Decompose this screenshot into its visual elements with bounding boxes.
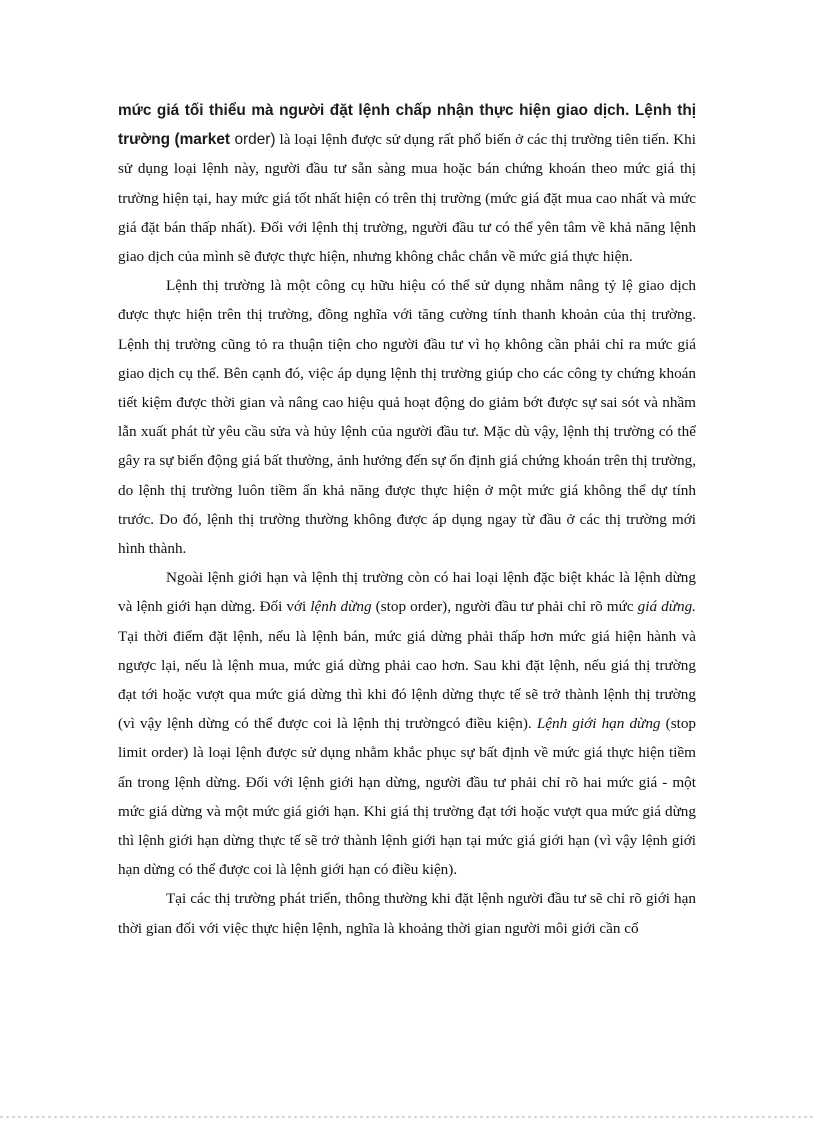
paragraph-lead-sans: order) [230, 131, 276, 149]
paragraph-stop-orders [118, 563, 696, 884]
paragraph-market-order [118, 96, 696, 271]
document-page [118, 96, 696, 943]
italic-term-stop-price: giá dừng. [637, 598, 696, 616]
text-run: (stop order), người đầu tư phải chỉ rõ mức [371, 598, 638, 616]
paragraph-body: là loại lệnh được sử dụng rất phổ biến ở các thị trường tiên tiến. Khi sử dụng loại lệnh này, người đầu tư sẵn sàng mua hoặc bán chứng khoán theo mức giá thị trường hiện tại, hay mức giá tốt nhất hiện có trên thị trường (mức giá đặt mua cao nhất và mức giá đặt bán thấp nhất). Đối với lệnh thị trường, người đầu tư có thể yên tâm về khả năng lệnh giao dịch của mình sẽ được thực hiện, nhưng không chắc chắn về mức giá thực hiện. [118, 131, 696, 266]
text-run: (stop limit order) là loại lệnh được sử dụng nhằm khắc phục sự bất định về mức giá thực hiện tiềm ẩn trong lệnh dừng. Đối với lệnh giới hạn dừng, người đầu tư phải chỉ rõ hai mức giá - một mức giá dừng và một mức giá giới hạn. Khi giá thị trường đạt tới hoặc vượt qua mức giá dừng thì lệnh giới hạn dừng thực tế sẽ trở thành lệnh giới hạn tại mức giá giới hạn (vì vậy lệnh giới hạn dừng có thể được coi là lệnh giới hạn có điều kiện). [118, 715, 697, 879]
paragraph-lead-bold: mức giá tối thiểu mà người đặt lệnh chấp nhận thực hiện giao dịch. Lệnh thị trường (market [118, 102, 696, 149]
paragraph-market-order-pros-cons: Lệnh thị trường là một công cụ hữu hiệu có thể sử dụng nhằm nâng tỷ lệ giao dịch được thực hiện trên thị trường, đồng nghĩa với tăng cường tính thanh khoản của thị trường. Lệnh thị trường cũng tỏ ra thuận tiện cho người đầu tư vì họ không cần phải chỉ ra mức giá giao dịch cụ thể. Bên cạnh đó, việc áp dụng lệnh thị trường giúp cho các công ty chứng khoán tiết kiệm được thời gian và nâng cao hiệu quả hoạt động do giảm bớt được sự sai sót và nhầm lẫn xuất phát từ yêu cầu sửa và hủy lệnh của người đầu tư. Mặc dù vậy, lệnh thị trường có thể gây ra sự biến động giá bất thường, ảnh hưởng đến sự ổn định giá chứng khoán trên thị trường, do lệnh thị trường luôn tiềm ẩn khả năng được thực hiện ở một mức giá không thể dự tính trước. Do đó, lệnh thị trường thường không được áp dụng ngay từ đầu ở các thị trường mới hình thành. [118, 277, 696, 558]
text-run: Ngoài lệnh giới hạn và lệnh thị trường còn có hai loại lệnh đặc biệt khác là lệnh dừng và lệnh giới hạn dừng. Đối với [118, 569, 696, 616]
italic-term-stop-limit-order: Lệnh giới hạn dừng [536, 715, 661, 733]
text-run: Tại thời điểm đặt lệnh, nếu là lệnh bán, mức giá dừng phải thấp hơn mức giá hiện hành và ngược lại, nếu là lệnh mua, mức giá dừng phải cao hơn. Sau khi đặt lệnh, nếu giá thị trường đạt tới hoặc vượt qua mức giá dừng thì khi đó lệnh dừng thực tế sẽ trở thành lệnh thị trường (vì vậy lệnh dừng có thể được coi là lệnh thị trườngcó điều kiện). [118, 627, 696, 733]
page-bottom-divider [0, 1116, 816, 1118]
paragraph-time-limits: Tại các thị trường phát triển, thông thường khi đặt lệnh người đầu tư sẽ chỉ rõ giới hạn thời gian đối với việc thực hiện lệnh, nghĩa là khoảng thời gian người môi giới cần cố [118, 890, 696, 937]
italic-term-stop-order: lệnh dừng [310, 598, 372, 616]
